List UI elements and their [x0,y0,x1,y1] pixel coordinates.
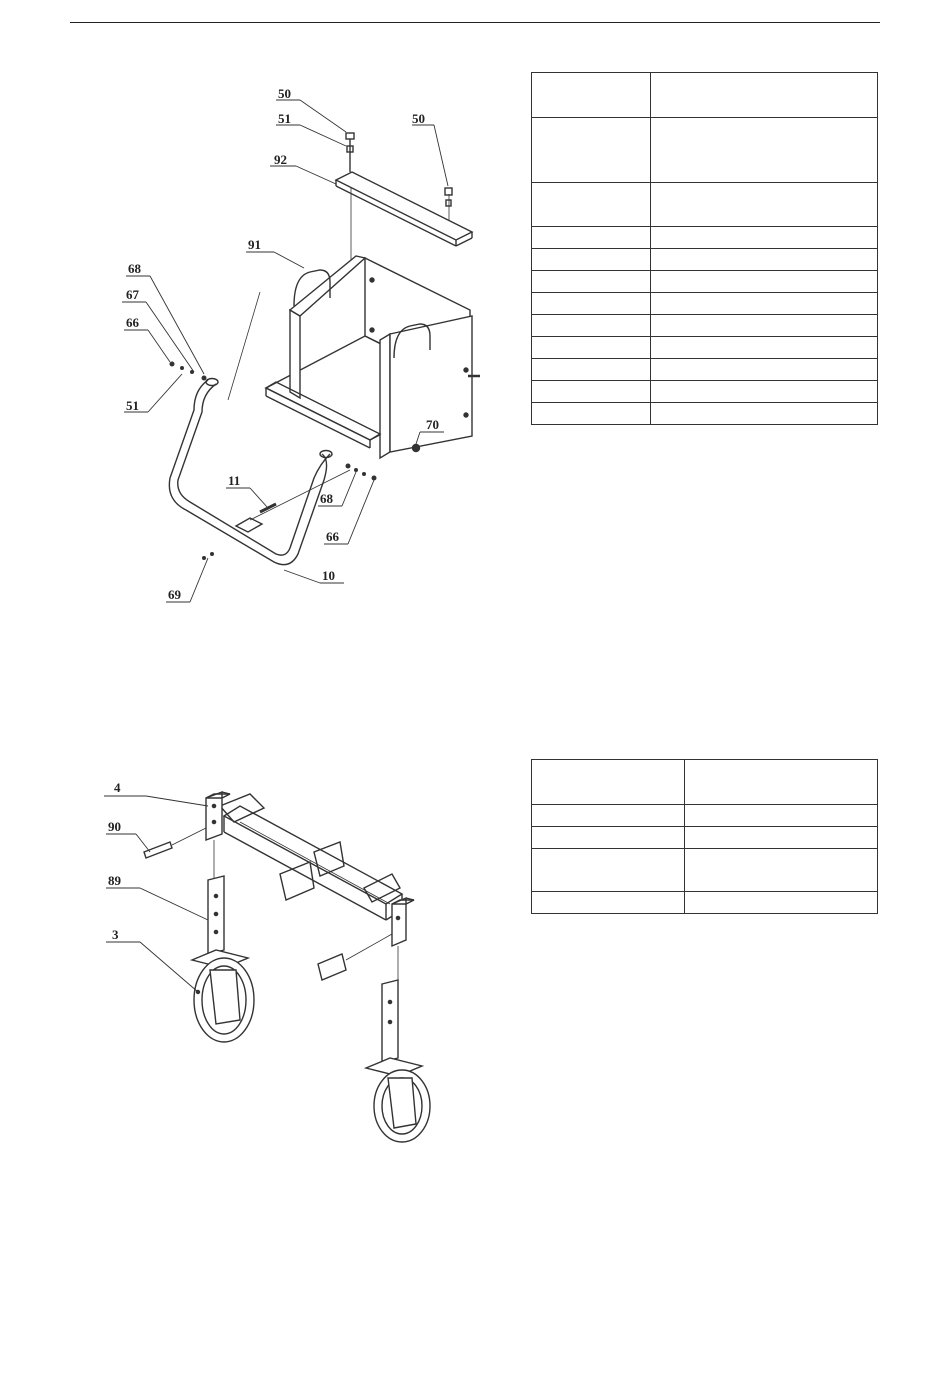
table-cell [651,381,878,403]
callout-3: 3 [112,927,119,942]
table-cell [651,249,878,271]
table-cell [651,73,878,118]
table-cell [685,760,878,805]
seat-box-91 [266,256,480,458]
table-cell [685,805,878,827]
axle-callouts [108,780,122,942]
table-row [532,337,878,359]
axle-tube [220,794,402,920]
callout-51-left: 51 [126,398,139,413]
nut-70 [413,445,420,452]
table-cell [532,403,651,425]
table-row [532,227,878,249]
table-row [532,381,878,403]
callout-70: 70 [426,417,439,432]
table-cell [651,315,878,337]
table-row [532,760,878,805]
table-cell [532,827,685,849]
table-cell [651,403,878,425]
caster-leg-right [366,980,422,1076]
axle-assembly-diagram [100,770,500,1150]
callout-66-right: 66 [326,529,339,544]
table-cell [685,892,878,914]
table-cell [532,760,685,805]
table-cell [532,805,685,827]
table-row [532,118,878,183]
table-cell [651,227,878,249]
table-cell [685,849,878,892]
table-cell [532,315,651,337]
table-cell [532,183,651,227]
table-row [532,249,878,271]
table-cell [532,381,651,403]
table-cell [532,73,651,118]
table-row [532,892,878,914]
caster-wheel-right [374,1070,430,1142]
callout-10: 10 [322,568,335,583]
fastener-set-right [346,464,377,481]
table-row [532,827,878,849]
table-row [532,403,878,425]
table-cell [532,849,685,892]
table-row [532,73,878,118]
table-row [532,849,878,892]
header-rule [70,22,880,23]
table-cell [532,249,651,271]
table-cell [532,227,651,249]
callout-89: 89 [108,873,121,888]
callout-68-left: 68 [128,261,141,276]
post-right [392,898,414,982]
table-cell [651,183,878,227]
table-cell [651,337,878,359]
post-4 [206,792,230,880]
caster-wheel-3 [194,958,254,1042]
table-cell [532,892,685,914]
callout-50-right: 50 [412,111,425,126]
callout-92: 92 [274,152,287,167]
table-cell [651,359,878,381]
table-cell [651,293,878,315]
pin-90 [144,828,206,858]
table-row [532,315,878,337]
callout-66-left: 66 [126,315,139,330]
caster-leg-89 [192,876,248,968]
table-cell [532,337,651,359]
callout-69: 69 [168,587,181,602]
callout-51-top: 51 [278,111,291,126]
table-row [532,183,878,227]
callout-50-top: 50 [278,86,291,101]
fastener-set-left [170,362,207,381]
callout-4: 4 [114,780,121,795]
table-row [532,293,878,315]
table-cell [532,359,651,381]
table-row [532,271,878,293]
seat-plate-92 [336,172,472,260]
callout-67: 67 [126,287,139,302]
callout-90: 90 [108,819,121,834]
table-cell [651,118,878,183]
pin-right [318,934,392,980]
seat-assembly-diagram [100,80,500,620]
table-cell [532,118,651,183]
callout-11: 11 [228,473,241,488]
table-cell [532,293,651,315]
table-cell [532,271,651,293]
table-cell [651,271,878,293]
bolt-50-right [445,188,452,206]
table-row [532,359,878,381]
seat-parts-table [531,72,878,425]
table-row [532,805,878,827]
table-cell [685,827,878,849]
axle-parts-table [531,759,878,914]
callout-91: 91 [248,237,261,252]
callout-68-right: 68 [320,491,333,506]
bolt-50-top [346,133,354,172]
